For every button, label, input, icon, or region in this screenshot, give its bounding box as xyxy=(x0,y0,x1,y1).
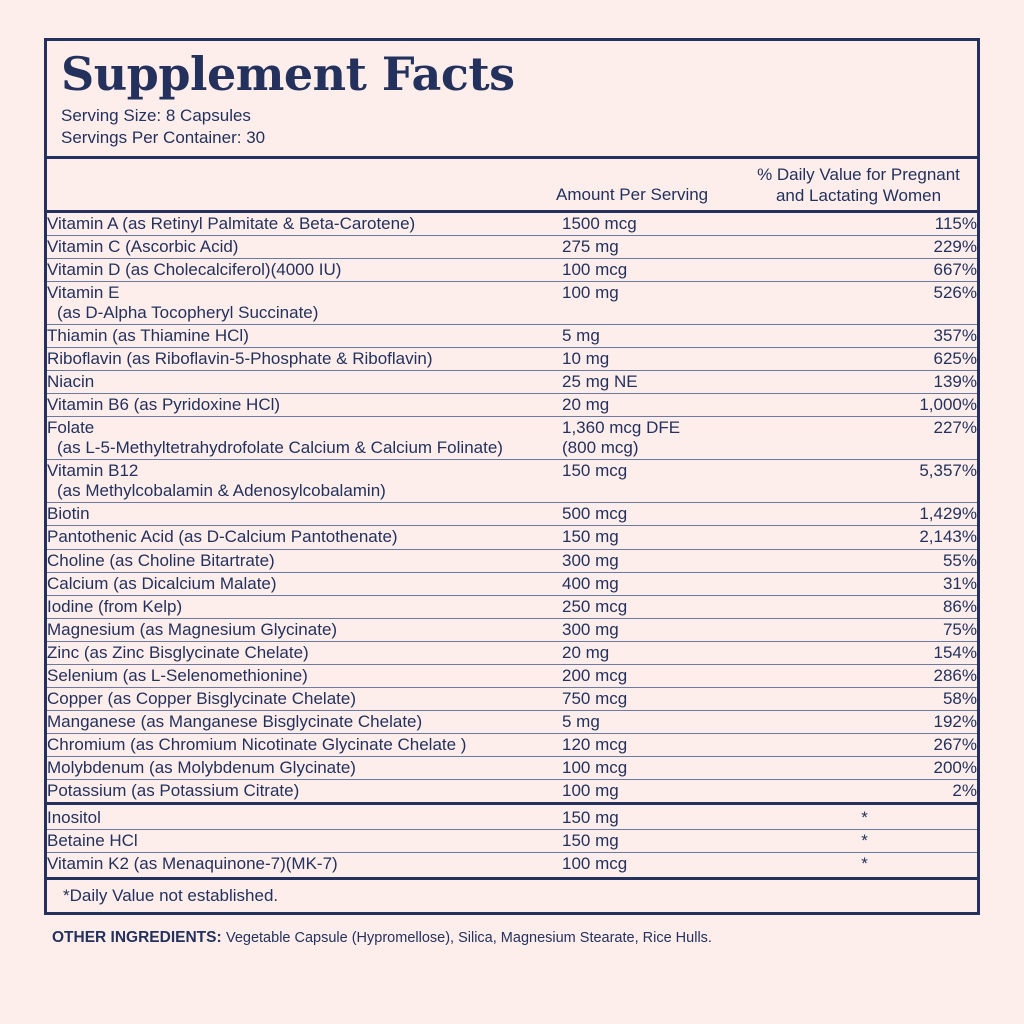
nutrient-name: Riboflavin (as Riboflavin-5-Phosphate & Riboflavin) xyxy=(47,349,433,369)
table-row xyxy=(47,756,977,779)
nutrient-dv: 115% xyxy=(752,213,977,236)
table-row xyxy=(47,664,977,687)
table-row xyxy=(47,281,977,324)
nutrient-dv: * xyxy=(752,807,977,830)
nutrient-name: Molybdenum (as Molybdenum Glycinate) xyxy=(47,757,356,777)
table-row xyxy=(47,710,977,733)
nutrient-name: Iodine (from Kelp) xyxy=(47,596,183,616)
nutrient-name: Inositol xyxy=(47,808,101,828)
nutrient-amount: 100 mcg xyxy=(562,756,752,779)
nutrient-name: Biotin xyxy=(47,504,90,524)
nutrient-dv: 86% xyxy=(752,595,977,618)
nutrient-amount-secondary: (800 mcg) xyxy=(562,438,639,458)
nutrient-amount: 100 mcg xyxy=(562,854,628,874)
nutrient-name: Vitamin B12 xyxy=(47,461,139,481)
nutrient-name: Selenium (as L-Selenomethionine) xyxy=(47,665,308,685)
table-row xyxy=(47,348,977,371)
nutrient-dv: 229% xyxy=(752,235,977,258)
nutrient-dv: 139% xyxy=(752,371,977,394)
nutrient-dv: 192% xyxy=(752,710,977,733)
nutrient-dv: 31% xyxy=(752,572,977,595)
table-row xyxy=(47,258,977,281)
table-row xyxy=(47,830,977,853)
secondary-nutrient-section xyxy=(47,802,977,877)
nutrient-table-main xyxy=(47,213,977,802)
nutrient-name: Pantothenic Acid (as D-Calcium Pantothenate) xyxy=(47,527,398,547)
nutrient-amount: 150 mg xyxy=(562,526,752,549)
nutrient-amount: 400 mg xyxy=(562,572,752,595)
nutrient-dv: 2,143% xyxy=(752,526,977,549)
nutrient-dv: * xyxy=(861,854,868,874)
table-row xyxy=(47,460,977,503)
daily-value-footnote: *Daily Value not established. xyxy=(47,877,977,912)
nutrient-name: Manganese (as Manganese Bisglycinate Chelate) xyxy=(47,711,423,731)
table-row xyxy=(47,394,977,417)
column-header-dv-line1: % Daily Value for Pregnant xyxy=(757,165,960,185)
nutrient-amount: 150 mg xyxy=(562,807,752,830)
nutrient-amount: 150 mg xyxy=(562,830,752,853)
nutrient-dv: 286% xyxy=(752,664,977,687)
nutrient-dv: 1,000% xyxy=(752,394,977,417)
nutrient-amount: 5 mg xyxy=(562,325,752,348)
table-row xyxy=(47,526,977,549)
nutrient-name: Niacin xyxy=(47,372,95,392)
nutrient-amount: 25 mg NE xyxy=(562,371,752,394)
column-header-dv-line2: and Lactating Women xyxy=(775,186,942,206)
nutrient-table-main-body xyxy=(47,213,977,802)
nutrient-amount: 100 mcg xyxy=(562,258,752,281)
nutrient-dv: 227% xyxy=(752,417,977,460)
nutrient-amount: 750 mcg xyxy=(562,687,752,710)
nutrient-amount: 300 mg xyxy=(562,618,752,641)
nutrient-amount: 5 mg xyxy=(562,710,752,733)
table-row xyxy=(47,417,977,460)
nutrient-name: Vitamin D (as Cholecalciferol)(4000 IU) xyxy=(47,259,342,279)
nutrient-name: Vitamin A (as Retinyl Palmitate & Beta-Carotene) xyxy=(47,213,416,233)
page-title: Supplement Facts xyxy=(61,47,515,101)
other-ingredients-label: OTHER INGREDIENTS: xyxy=(52,929,222,947)
nutrient-dv: 154% xyxy=(752,641,977,664)
nutrient-name: Vitamin K2 (as Menaquinone-7)(MK-7) xyxy=(47,854,338,874)
nutrient-amount: 275 mg xyxy=(562,235,752,258)
table-row xyxy=(47,687,977,710)
table-row xyxy=(47,549,977,572)
nutrient-subname: (as Methylcobalamin & Adenosylcobalamin) xyxy=(57,481,386,501)
table-row xyxy=(47,595,977,618)
nutrient-name: Calcium (as Dicalcium Malate) xyxy=(47,573,277,593)
table-row xyxy=(47,371,977,394)
nutrient-dv: 625% xyxy=(752,348,977,371)
table-row xyxy=(47,503,977,526)
nutrient-amount: 10 mg xyxy=(562,348,752,371)
label-header xyxy=(47,41,977,159)
nutrient-amount: 150 mcg xyxy=(562,460,752,503)
nutrient-name: Zinc (as Zinc Bisglycinate Chelate) xyxy=(47,642,309,662)
nutrient-amount: 100 mg xyxy=(562,281,752,324)
table-row xyxy=(47,618,977,641)
nutrient-subname: (as D-Alpha Tocopheryl Succinate) xyxy=(57,302,319,322)
nutrient-amount: 500 mcg xyxy=(562,503,752,526)
other-ingredients-value: Vegetable Capsule (Hypromellose), Silica, Magnesium Stearate, Rice Hulls. xyxy=(225,930,712,947)
column-header-amount: Amount Per Serving xyxy=(556,184,709,204)
nutrient-dv: 58% xyxy=(752,687,977,710)
table-row xyxy=(47,213,977,236)
nutrient-amount: 100 mg xyxy=(562,780,619,800)
nutrient-amount: 250 mcg xyxy=(562,595,752,618)
table-row xyxy=(47,572,977,595)
nutrient-dv: 55% xyxy=(752,549,977,572)
nutrient-amount: 1500 mcg xyxy=(562,213,752,236)
nutrient-amount: 120 mcg xyxy=(562,733,752,756)
nutrient-dv: 357% xyxy=(752,325,977,348)
nutrient-amount: 1,360 mcg DFE xyxy=(562,418,681,438)
nutrient-dv: 667% xyxy=(752,258,977,281)
nutrient-name: Chromium (as Chromium Nicotinate Glycinate Chelate ) xyxy=(47,734,467,754)
serving-size: Serving Size: 8 Capsules xyxy=(61,105,251,125)
nutrient-name: Thiamin (as Thiamine HCl) xyxy=(47,326,249,346)
nutrient-dv: 1,429% xyxy=(752,503,977,526)
nutrient-name: Vitamin E xyxy=(47,282,120,302)
column-headers xyxy=(47,159,977,212)
nutrient-table-secondary xyxy=(47,807,977,875)
nutrient-dv: * xyxy=(752,830,977,853)
nutrient-name: Vitamin B6 (as Pyridoxine HCl) xyxy=(47,395,281,415)
table-row xyxy=(47,733,977,756)
nutrient-dv: 526% xyxy=(752,281,977,324)
table-row xyxy=(47,325,977,348)
table-row xyxy=(47,853,977,876)
other-ingredients xyxy=(44,915,980,947)
nutrient-amount: 20 mg xyxy=(562,641,752,664)
table-row xyxy=(47,779,977,802)
nutrient-dv: 75% xyxy=(752,618,977,641)
nutrient-name: Betaine HCl xyxy=(47,831,138,851)
nutrient-dv: 267% xyxy=(752,733,977,756)
nutrient-name: Potassium (as Potassium Citrate) xyxy=(47,780,300,800)
nutrient-table-secondary-body xyxy=(47,807,977,875)
nutrient-name: Vitamin C (Ascorbic Acid) xyxy=(47,236,239,256)
table-row xyxy=(47,807,977,830)
nutrient-name: Copper (as Copper Bisglycinate Chelate) xyxy=(47,688,356,708)
nutrient-amount: 300 mg xyxy=(562,549,752,572)
nutrient-amount: 20 mg xyxy=(562,394,752,417)
nutrient-dv: 200% xyxy=(752,756,977,779)
column-header-daily-value xyxy=(746,165,971,206)
nutrient-subname: (as L-5-Methyltetrahydrofolate Calcium & Calcium Folinate) xyxy=(57,438,503,458)
servings-per-container: Servings Per Container: 30 xyxy=(61,127,266,147)
nutrient-dv: 2% xyxy=(952,780,977,800)
nutrient-name: Magnesium (as Magnesium Glycinate) xyxy=(47,619,338,639)
nutrient-name: Choline (as Choline Bitartrate) xyxy=(47,550,275,570)
nutrient-dv: 5,357% xyxy=(752,460,977,503)
supplement-facts-panel xyxy=(44,38,980,915)
table-row xyxy=(47,641,977,664)
table-row xyxy=(47,235,977,258)
nutrient-name: Folate xyxy=(47,418,95,438)
nutrient-amount: 200 mcg xyxy=(562,664,752,687)
